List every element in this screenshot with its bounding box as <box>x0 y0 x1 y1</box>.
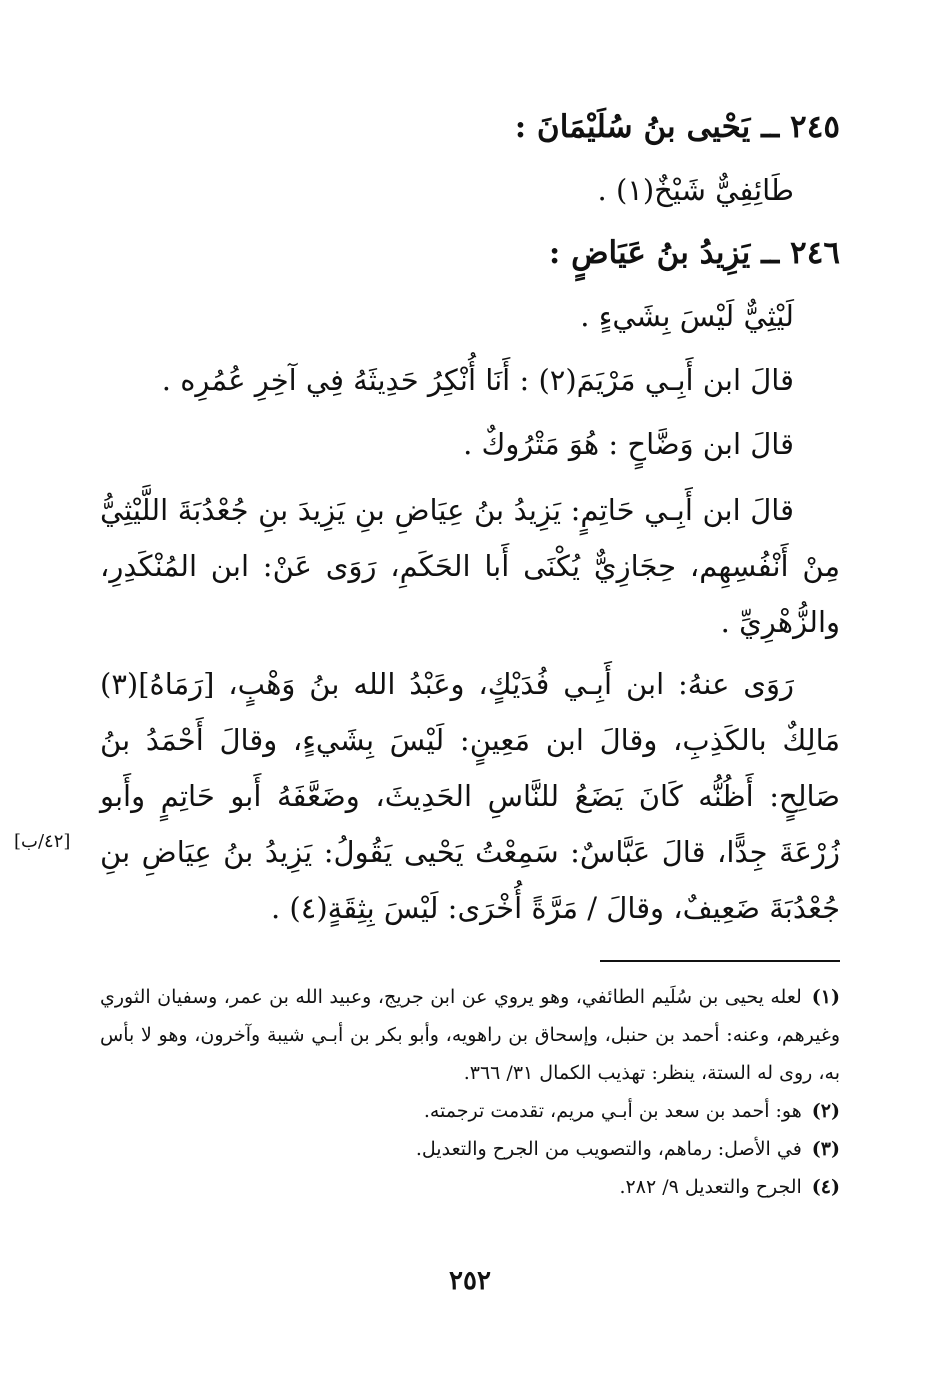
footnote-number: (٣) <box>811 1138 840 1160</box>
page-number: ٢٥٢ <box>449 1266 491 1296</box>
footnote-divider <box>600 960 840 962</box>
margin-folio-note: [٤٢/ب] <box>14 831 71 852</box>
entry-heading-246: ٢٤٦ ــ يَزِيدُ بنُ عَيَاضٍ : <box>548 235 840 271</box>
footnote-3 <box>100 1130 840 1168</box>
body-paragraph: قالَ ابن أَبِـي حَاتِمٍ: يَزِيدُ بنُ عِيَاضِ بنِ يَزِيدَ بنِ جُعْدُبَةَ اللَّيْثِيُّ مِنْ أَنْفُسِهِم، حِجَازِيٌّ يُكْنَى أَبا الحَكَمِ، رَوَى عَنْ: ابن المُنْكَدِرِ، والزُّهْرِيِّ . <box>100 493 840 639</box>
entry-text-line: لَيْثِيٌّ لَيْسَ بِشَيءٍ . <box>580 299 794 333</box>
entry-text-line: قالَ ابن وَضَّاحٍ : هُوَ مَتْرُوكٌ . <box>463 427 794 461</box>
footnote-number: (٤) <box>811 1176 840 1198</box>
body-paragraph: رَوَى عنهُ: ابن أَبِـي فُدَيْكٍ، وعَبْدُ الله بنُ وَهْبٍ، [رَمَاهُ](٣) مَالِكٌ بالكَذِبِ، وقالَ ابن مَعِينٍ: لَيْسَ بِشَيءٍ، وقالَ أَحْمَدُ بنُ صَالِحٍ: أَظُنُّه كَانَ يَضَعُ للنَّاسِ الحَدِيثَ، وضَعَّفَهُ أَبو حَاتِمٍ وأَبو زُرْعَةَ جِدًّا، قالَ عَبَّاسٌ: سَمِعْتُ يَحْيى يَقُولُ: يَزِيدُ بنُ عِيَاضِ بنِ جُعْدُبَةَ ضَعِيفٌ، وقالَ / مَرَّةً أُخْرَى: لَيْسَ بِثِقَةٍ(٤) . <box>100 667 840 925</box>
footnote-text: الجرح والتعديل ٩/ ٢٨٢. <box>619 1176 802 1198</box>
footnote-number: (١) <box>811 986 840 1008</box>
entry-text-line: قالَ ابن أَبِـي مَرْيَمَ(٢) : أَنَا أُنْكِرُ حَدِيثَهُ فِي آخِرِ عُمُرِه . <box>161 363 794 397</box>
document-page <box>14 96 840 1346</box>
entry-heading-245: ٢٤٥ ــ يَحْيى بنُ سُلَيْمَانَ : <box>514 109 840 145</box>
footnote-4 <box>100 1168 840 1206</box>
footnote-number: (٢) <box>811 1100 840 1122</box>
entry-text-line: طَائِفِيٌّ شَيْخٌ(١) . <box>597 173 794 207</box>
footnote-1 <box>100 978 840 1092</box>
footnote-text: لعله يحيى بن سُلَيم الطائفي، وهو يروي عن ابن جريج، وعبيد الله بن عمر، وسفيان الثوري وغيرهم، وعنه: أحمد بن حنبل، وإسحاق بن راهويه، وأبو بكر بن أبـي شيبة وآخرون، وهو لا بأس به، روى له الستة، ينظر: تهذيب الكمال ٣١/ ٣٦٦. <box>100 986 840 1084</box>
footnote-text: هو: أحمد بن سعد بن أبـي مريم، تقدمت ترجمته. <box>423 1100 802 1122</box>
footnote-2 <box>100 1092 840 1130</box>
footnote-text: في الأصل: رماهم، والتصويب من الجرح والتعديل. <box>415 1138 802 1160</box>
